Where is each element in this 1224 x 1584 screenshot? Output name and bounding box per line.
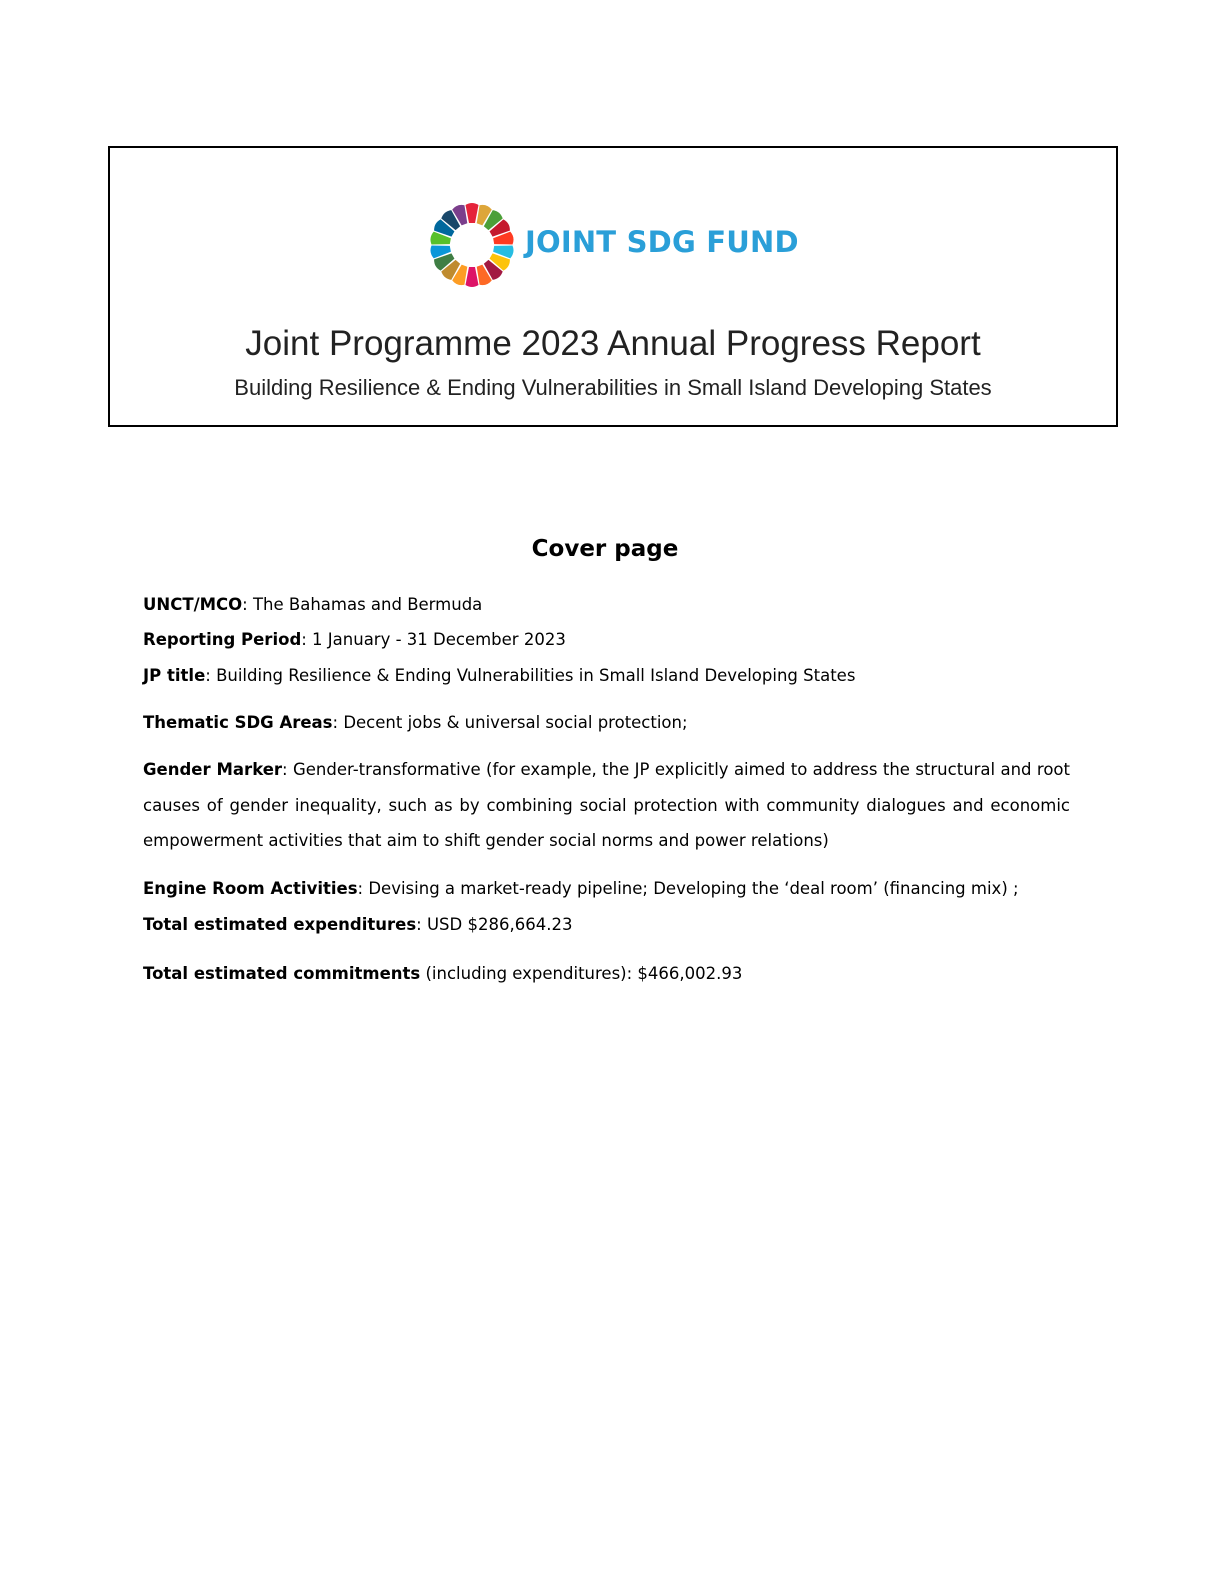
field-total-expenditures [143, 907, 1070, 943]
field-label: Total estimated expenditures [143, 915, 417, 934]
field-label: JP title [143, 666, 206, 685]
sdg-petal [466, 203, 479, 223]
field-value: : Devising a market-ready pipeline; Developing the ‘deal room’ (financing mix) ; [357, 879, 1019, 898]
field-gender-marker [143, 752, 1070, 859]
field-value: : Building Resilience & Ending Vulnerabilities in Small Island Developing States [205, 666, 856, 685]
logo-text: JOINT SDG FUND [525, 225, 799, 259]
field-label: Reporting Period [143, 630, 302, 649]
field-reporting-period [143, 622, 1070, 658]
sdg-wheel-icon [428, 190, 520, 300]
field-value: (including expenditures): $466,002.93 [420, 964, 743, 983]
field-value: : Decent jobs & universal social protection; [332, 713, 688, 732]
cover-page-heading: Cover page [531, 536, 679, 562]
field-label: Gender Marker [143, 760, 283, 779]
sdg-petal [466, 267, 479, 287]
field-label: Engine Room Activities [143, 879, 358, 898]
field-total-commitments [143, 956, 1070, 992]
field-value: : Gender-transformative (for example, the JP explicitly aimed to address the structural and root causes of gender inequality, such as by combining social protection with community dialogues and economic empowerment activities that aim to shift gender social norms and power relations) [143, 760, 1070, 850]
field-label: Total estimated commitments [143, 964, 421, 983]
field-label: UNCT/MCO [143, 595, 243, 614]
field-jp-title [143, 658, 1070, 694]
report-title: Joint Programme 2023 Annual Progress Report [245, 324, 981, 363]
report-subtitle: Building Resilience & Ending Vulnerabilities in Small Island Developing States [234, 375, 992, 400]
field-value: : 1 January - 31 December 2023 [301, 630, 566, 649]
report-header-box [108, 146, 1118, 427]
field-value: : The Bahamas and Bermuda [242, 595, 483, 614]
field-engine-room-activities [143, 871, 1070, 907]
field-label: Thematic SDG Areas [143, 713, 333, 732]
joint-sdg-fund-logo [428, 190, 799, 300]
field-thematic-sdg-areas [143, 705, 1070, 741]
field-unct-mco [143, 587, 1070, 623]
field-value: : USD $286,664.23 [416, 915, 573, 934]
